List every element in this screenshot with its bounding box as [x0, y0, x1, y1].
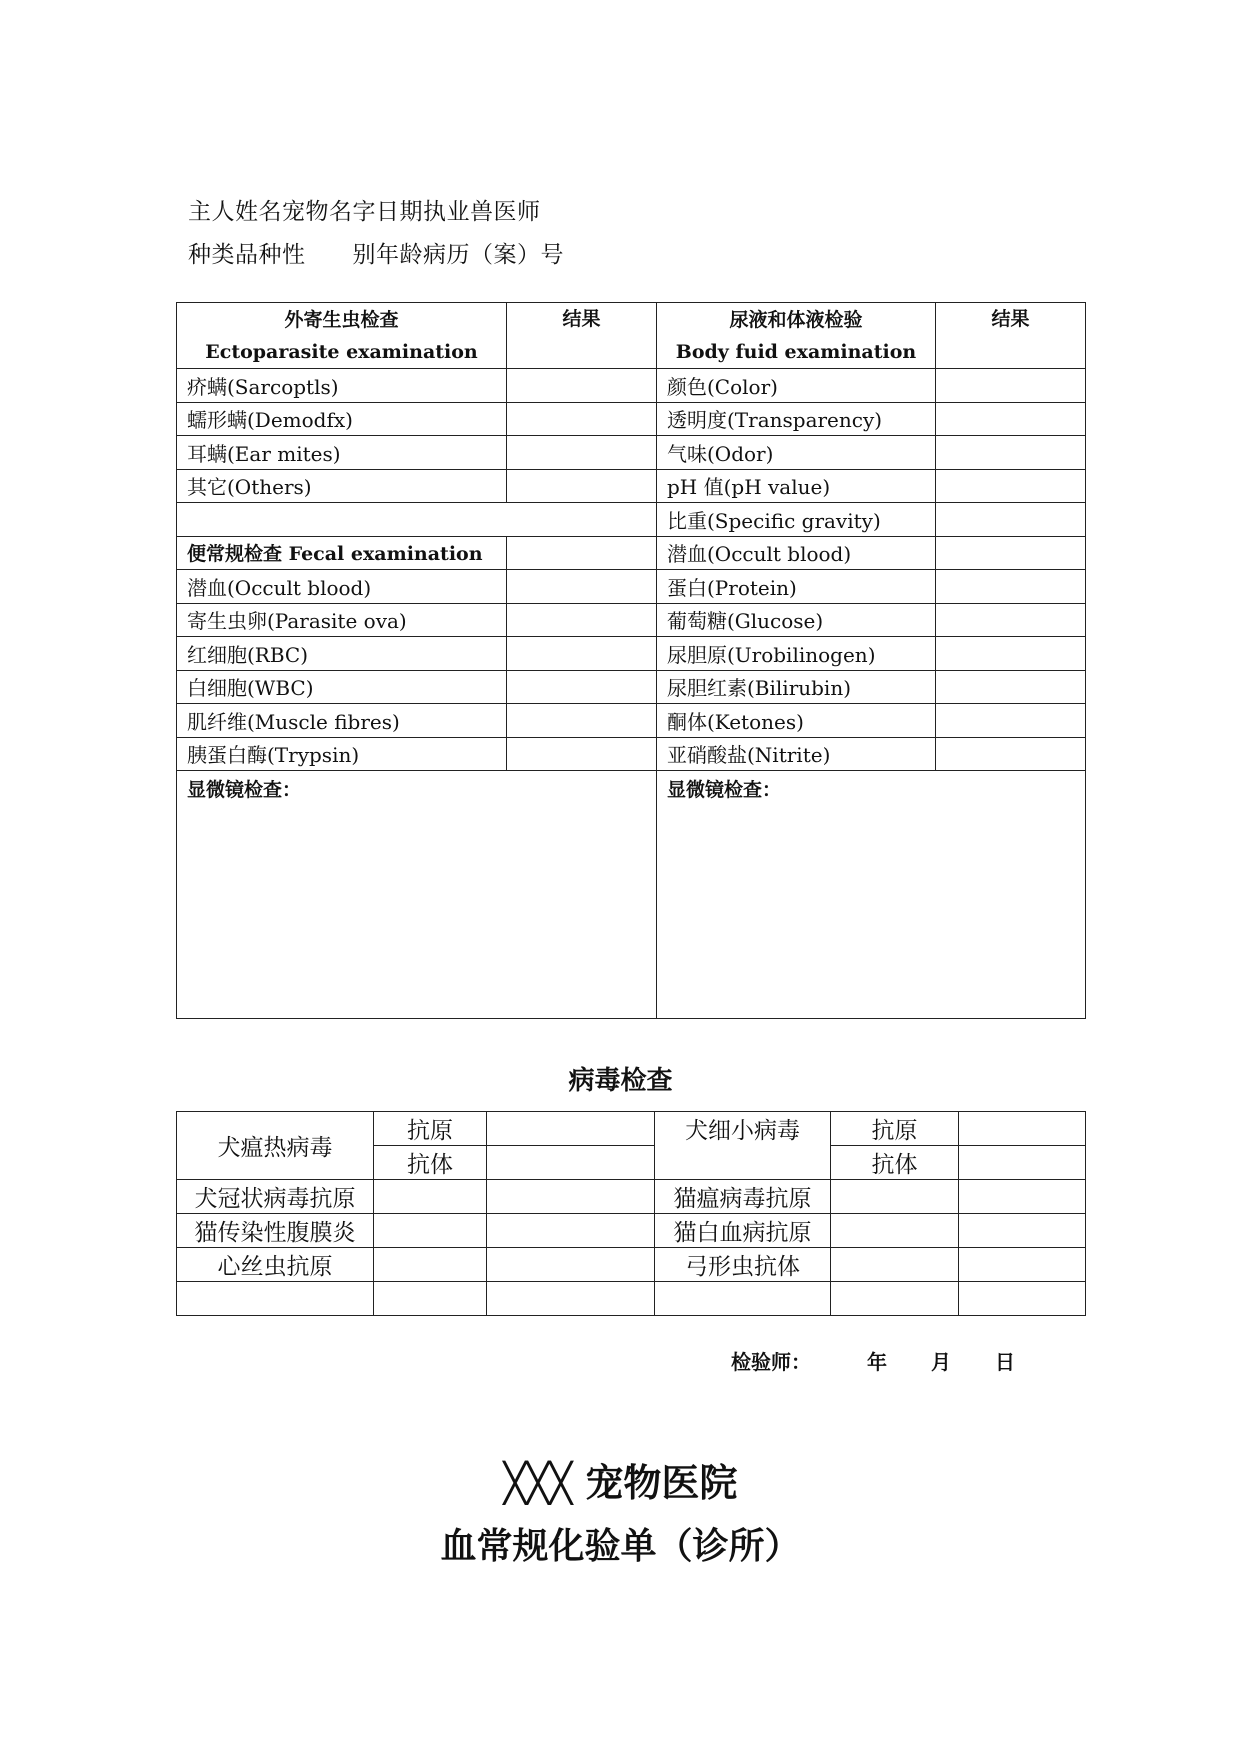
virus-table	[176, 1111, 1086, 1316]
fluid-header-en: Body fuid examination	[675, 340, 917, 363]
blank-cell[interactable]	[177, 1282, 374, 1316]
ecto-label: 疥螨(Sarcoptls)	[177, 369, 507, 403]
fluid-label: pH 值(pH value)	[657, 469, 936, 503]
result-cell[interactable]	[936, 637, 1086, 671]
result-cell[interactable]	[831, 1214, 959, 1248]
blank-cell	[177, 503, 657, 537]
result-cell[interactable]	[959, 1146, 1086, 1180]
ecto-header: 外寄生虫检查	[284, 308, 399, 331]
inspector-label: 检验师：	[731, 1350, 811, 1374]
result-cell[interactable]	[374, 1180, 487, 1214]
result-cell[interactable]	[507, 670, 657, 704]
fecal-header: 便常规检查 Fecal examination	[177, 536, 507, 570]
result-cell[interactable]	[374, 1248, 487, 1282]
result-cell[interactable]	[936, 503, 1086, 537]
result-cell[interactable]	[936, 670, 1086, 704]
fecal-label: 胰蛋白酶(Trypsin)	[177, 737, 507, 771]
fecal-label: 寄生虫卵(Parasite ova)	[177, 603, 507, 637]
fluid-label: 尿胆原(Urobilinogen)	[657, 637, 936, 671]
fecal-label: 白细胞(WBC)	[177, 670, 507, 704]
fluid-label: 亚硝酸盐(Nitrite)	[657, 737, 936, 771]
result-cell[interactable]	[507, 436, 657, 470]
result-cell[interactable]	[936, 536, 1086, 570]
result-header-right: 结果	[936, 303, 1086, 369]
virus-section-title: 病毒检查	[568, 1066, 673, 1096]
signature-line	[731, 1346, 1015, 1375]
blank-cell[interactable]	[655, 1282, 831, 1316]
result-cell[interactable]	[487, 1146, 655, 1180]
patient-info-line-1: 主人姓名宠物名字日期执业兽医师	[188, 199, 541, 225]
result-cell[interactable]	[487, 1112, 655, 1146]
result-cell[interactable]	[487, 1214, 655, 1248]
felv-label: 猫白血病抗原	[655, 1214, 831, 1248]
heartworm-label: 心丝虫抗原	[177, 1248, 374, 1282]
ecto-header-cell	[177, 303, 507, 369]
result-cell[interactable]	[507, 402, 657, 436]
result-cell[interactable]	[936, 570, 1086, 604]
fecal-label: 肌纤维(Muscle fibres)	[177, 704, 507, 738]
ecto-header-en: Ectoparasite examination	[205, 340, 478, 363]
ecto-label: 耳螨(Ear mites)	[177, 436, 507, 470]
fluid-label: 比重(Specific gravity)	[657, 503, 936, 537]
month-label: 月	[931, 1350, 951, 1374]
result-cell[interactable]	[507, 603, 657, 637]
result-cell[interactable]	[936, 704, 1086, 738]
blank-cell[interactable]	[374, 1282, 487, 1316]
exam-table	[176, 302, 1086, 1019]
fluid-label: 气味(Odor)	[657, 436, 936, 470]
result-cell[interactable]	[936, 402, 1086, 436]
result-cell[interactable]	[507, 369, 657, 403]
hospital-name: ╳╳╳ 宠物医院	[503, 1460, 738, 1505]
ecto-label: 其它(Others)	[177, 469, 507, 503]
antibody-label: 抗体	[831, 1146, 959, 1180]
result-cell[interactable]	[831, 1180, 959, 1214]
result-cell[interactable]	[487, 1180, 655, 1214]
fluid-label: 颜色(Color)	[657, 369, 936, 403]
result-cell[interactable]	[507, 469, 657, 503]
distemper-label: 犬瘟热病毒	[177, 1112, 374, 1180]
toxoplasma-label: 弓形虫抗体	[655, 1248, 831, 1282]
antibody-label: 抗体	[374, 1146, 487, 1180]
fip-label: 猫传染性腹膜炎	[177, 1214, 374, 1248]
fluid-header: 尿液和体液检验	[729, 308, 863, 331]
result-cell[interactable]	[936, 469, 1086, 503]
fecal-label: 潜血(Occult blood)	[177, 570, 507, 604]
antigen-label: 抗原	[374, 1112, 487, 1146]
result-cell[interactable]	[507, 637, 657, 671]
fluid-label: 葡萄糖(Glucose)	[657, 603, 936, 637]
result-cell[interactable]	[959, 1112, 1086, 1146]
fluid-header-cell	[657, 303, 936, 369]
result-cell[interactable]	[487, 1248, 655, 1282]
result-cell[interactable]	[936, 436, 1086, 470]
fluid-label: 尿胆红素(Bilirubin)	[657, 670, 936, 704]
result-cell[interactable]	[936, 737, 1086, 771]
result-cell[interactable]	[959, 1180, 1086, 1214]
result-cell[interactable]	[507, 536, 657, 570]
result-cell[interactable]	[936, 369, 1086, 403]
parvo-label: 犬细小病毒	[655, 1112, 831, 1180]
fluid-label: 透明度(Transparency)	[657, 402, 936, 436]
patient-info-line-2: 种类品种性 别年龄病历（案）号	[188, 242, 564, 268]
blank-cell[interactable]	[959, 1282, 1086, 1316]
antigen-label: 抗原	[831, 1112, 959, 1146]
result-cell[interactable]	[374, 1214, 487, 1248]
result-cell[interactable]	[959, 1248, 1086, 1282]
year-label: 年	[867, 1350, 887, 1374]
fecal-microscope-cell[interactable]: 显微镜检查：	[177, 771, 657, 1019]
fluid-label: 潜血(Occult blood)	[657, 536, 936, 570]
ecto-label: 蠕形螨(Demodfx)	[177, 402, 507, 436]
result-cell[interactable]	[831, 1248, 959, 1282]
result-cell[interactable]	[959, 1214, 1086, 1248]
blank-cell[interactable]	[831, 1282, 959, 1316]
feline-distemper-label: 猫瘟病毒抗原	[655, 1180, 831, 1214]
result-cell[interactable]	[936, 603, 1086, 637]
day-label: 日	[995, 1350, 1015, 1374]
fluid-microscope-cell[interactable]: 显微镜检查：	[657, 771, 1086, 1019]
result-cell[interactable]	[507, 737, 657, 771]
corona-label: 犬冠状病毒抗原	[177, 1180, 374, 1214]
fluid-label: 蛋白(Protein)	[657, 570, 936, 604]
form-title: 血常规化验单（诊所）	[440, 1525, 801, 1567]
result-cell[interactable]	[507, 704, 657, 738]
blank-cell[interactable]	[487, 1282, 655, 1316]
fecal-label: 红细胞(RBC)	[177, 637, 507, 671]
result-header-left: 结果	[507, 303, 657, 369]
fluid-label: 酮体(Ketones)	[657, 704, 936, 738]
result-cell[interactable]	[507, 570, 657, 604]
